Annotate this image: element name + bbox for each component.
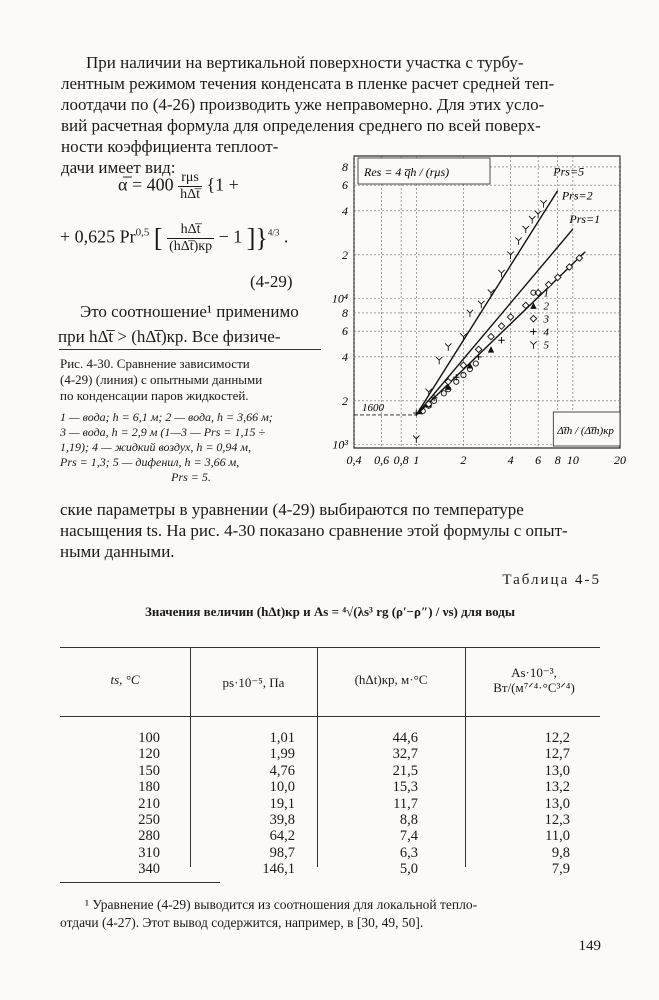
chart-labels	[332, 158, 626, 467]
line-label: Prs=1	[569, 212, 601, 227]
table-cell: 8,8	[399, 811, 418, 828]
caption-title-line: Рис. 4-30. Сравнение зависимости	[60, 356, 250, 371]
cont-line: Это соотношение¹ применимо	[80, 302, 299, 321]
intro-line: При наличии на вертикальной поверхности участка с турбу-	[86, 53, 524, 72]
table-cell: 19,1	[269, 795, 295, 812]
chart-points	[413, 200, 582, 443]
point-diamond	[530, 315, 536, 321]
point-plus	[475, 354, 481, 360]
y-tick-label: 8	[342, 159, 348, 174]
footnote-line: ¹ Уравнение (4-29) выводится из соотношения для локальной тепло-	[85, 897, 478, 912]
y-tick-label: 2	[342, 247, 348, 262]
formula-minus-one: − 1	[218, 226, 243, 247]
intro-line: вий расчетная формула для определения среднего по всей поверх-	[61, 116, 541, 135]
x-tick-label: 0,4	[346, 453, 362, 467]
point-y	[445, 343, 451, 350]
point-y	[523, 226, 529, 233]
table-header-ts: ts, °C	[110, 672, 140, 687]
caption-title-line: (4-29) (линия) с опытными данными	[60, 372, 263, 387]
table-title: Значения величин (hΔt)кр и As = ⁴√(λs³ rg (ρ′−ρ″) / νs) для воды	[144, 604, 516, 619]
y-tick-label: 6	[342, 324, 348, 339]
table-cell: 11,7	[393, 795, 418, 812]
footnote-line: отдачи (4-27). Этот вывод содержится, например, в [30, 49, 50].	[60, 915, 424, 930]
table-cell: 13,0	[544, 762, 570, 779]
x-tick-label: 6	[535, 453, 542, 467]
point-diamond	[498, 323, 504, 329]
formula-pr-exponent: 0,5	[135, 226, 150, 239]
table-column-as	[510, 730, 570, 878]
formula-line2-start: + 0,625 Pr	[60, 226, 136, 247]
table-top-rule	[60, 647, 600, 648]
table-cell: 280	[138, 828, 160, 845]
ref-label-1600: 1600	[362, 401, 384, 414]
table-cell: 32,7	[392, 746, 418, 763]
legend-label: 1	[543, 287, 549, 300]
caption-rule	[59, 349, 321, 350]
continuation-paragraph	[58, 299, 320, 349]
table-cell: 210	[138, 795, 160, 812]
formula-line-2: + 0,625 Pr$^{0,5}$ [ $\frac{\text{hΔt̅}}{\text{(hΔt̅)кр}}$ − 1 ]}$^{4/3}$ .	[60, 222, 289, 254]
table-cell: 6,3	[399, 844, 418, 861]
y-tick-label: 6	[342, 178, 348, 193]
x-axis-label: Δt̅h / (Δt̅h)кр	[557, 425, 614, 437]
table-header-rule	[60, 716, 600, 717]
table-cell: 150	[138, 762, 160, 779]
x-tick-label: 2	[460, 453, 467, 467]
caption-legend-line: 3 — вода, h = 2,9 м (1—3 — Prs = 1,15 ÷	[60, 425, 266, 439]
formula-line-1	[118, 170, 239, 203]
frac1-denominator: hΔt̅	[180, 187, 200, 202]
table-header-ps: ps·10⁻⁵, Па	[222, 675, 285, 690]
formula-outer-exponent: 4/3	[267, 227, 280, 238]
table-cell: 9,8	[551, 844, 570, 861]
table-cell: 4,76	[269, 762, 295, 779]
table-cell: 10,0	[269, 779, 295, 796]
y-tick-label: 8	[342, 305, 348, 320]
intro-line: лентным режимом течения конденсата в пленке расчет средней теп-	[61, 74, 555, 93]
point-plus	[530, 328, 536, 334]
point-y	[515, 237, 521, 244]
figure-4-30-chart	[328, 148, 628, 478]
figure-caption	[60, 356, 322, 485]
table-cell: 11,0	[545, 828, 570, 845]
intro-line: дачи имеет вид:	[61, 158, 176, 177]
x-tick-label: 1	[413, 453, 420, 467]
y-tick-label: 2	[342, 393, 348, 408]
table-column-ps	[230, 730, 295, 878]
table-cell: 13,0	[544, 795, 570, 812]
point-triangle	[488, 346, 494, 352]
y-tick-label: 4	[342, 203, 348, 218]
point-y	[467, 310, 473, 317]
formula-eq: = 400	[131, 174, 174, 195]
table-cell: 7,9	[551, 861, 570, 878]
cont-line: при hΔt̅ > (hΔt̅)кр. Все физиче-	[58, 327, 281, 346]
point-diamond	[507, 314, 513, 320]
table-cell: 1,99	[269, 746, 295, 763]
formula-number: (4-29)	[250, 272, 293, 291]
footnote-rule	[60, 882, 220, 883]
table-cell: 1,01	[269, 730, 295, 746]
frac1-numerator: rμs	[178, 170, 202, 187]
legend-label: 2	[543, 300, 549, 313]
caption-legend-line: 1,19); 4 — жидкий воздух, h = 0,94 м,	[60, 440, 252, 454]
table-cell: 7,4	[399, 828, 418, 845]
point-circle	[473, 361, 478, 366]
legend-label: 4	[543, 326, 549, 339]
table-cell: 39,8	[269, 811, 295, 828]
model-line	[416, 191, 557, 415]
table-cell: 5,0	[399, 861, 418, 878]
caption-legend-line: Prs = 5.	[171, 470, 211, 484]
legend-label: 3	[543, 313, 549, 326]
table-cell: 180	[138, 779, 160, 796]
table-cell: 12,2	[544, 730, 570, 746]
formula-fraction-2	[167, 222, 214, 255]
formula-alpha: α̅	[118, 174, 128, 195]
table-column-ts	[100, 730, 160, 878]
table-cell: 120	[138, 746, 160, 763]
chart-lines	[354, 191, 585, 415]
caption-legend-line: Prs = 1,3; 5 — дифенил, h = 3,66 м,	[60, 455, 240, 469]
intro-line: лоотдачи по (4-26) производить уже неправомерно. Для этих усло-	[61, 95, 545, 114]
footnote	[60, 896, 600, 932]
legend-label: 5	[543, 339, 549, 352]
formula-brace-open: {1 +	[206, 174, 239, 195]
table-cell: 13,2	[544, 779, 570, 796]
table-cell: 310	[138, 844, 160, 861]
after-line: ские параметры в уравнении (4-29) выбираются по температуре	[60, 500, 524, 519]
table-cell: 21,5	[392, 762, 418, 779]
point-diamond	[488, 333, 494, 339]
y-tick-label: 10⁴	[331, 291, 348, 306]
x-tick-label: 0,6	[374, 453, 390, 467]
table-cell: 12,7	[544, 746, 570, 763]
table-cell: 98,7	[269, 844, 295, 861]
chart-title: Res = 4 q̅h / (rμs)	[364, 165, 450, 179]
x-tick-label: 20	[614, 453, 626, 467]
formula-fraction-1	[178, 170, 202, 203]
table-cell: 100	[138, 730, 160, 746]
table-header-hdt: (hΔt)кр, м·°C	[354, 672, 428, 687]
page-number: 149	[578, 938, 601, 954]
point-y	[529, 216, 535, 223]
point-plus	[498, 337, 504, 343]
table-number: Таблица 4-5	[502, 572, 601, 588]
table-cell: 146,1	[262, 861, 295, 878]
line-label: Prs=5	[553, 164, 585, 179]
after-paragraph	[60, 499, 600, 562]
after-line: насыщения ts. На рис. 4-30 показано сравнение этой формулы с опыт-	[60, 521, 568, 540]
table-cell: 15,3	[392, 779, 418, 796]
y-tick-label: 4	[342, 349, 348, 364]
table-cell: 64,2	[269, 828, 295, 845]
after-line: ными данными.	[60, 542, 175, 561]
table-header-as: As·10⁻³, Вт/(м⁷ᐟ⁴·°C³ᐟ⁴)	[493, 665, 575, 695]
table-body	[60, 730, 600, 880]
x-tick-label: 10	[566, 453, 579, 467]
table-column-hdt	[360, 730, 418, 878]
x-tick-label: 4	[507, 453, 514, 467]
table-cell: 44,6	[392, 730, 418, 746]
y-tick-label: 10³	[332, 437, 348, 452]
caption-title-line: по конденсации паров жидкостей.	[60, 388, 249, 403]
point-y	[530, 341, 536, 348]
table-cell: 250	[138, 811, 160, 828]
point-y	[540, 200, 546, 207]
point-y	[436, 357, 442, 364]
table-cell: 340	[138, 861, 160, 878]
caption-legend-line: 1 — вода; h = 6,1 м; 2 — вода, h = 3,66 м;	[60, 410, 273, 424]
model-line	[416, 229, 573, 415]
intro-line: ности коэффициента теплоот-	[61, 137, 279, 156]
table-cell: 12,3	[544, 811, 570, 828]
x-tick-label: 8	[554, 453, 561, 467]
x-tick-label: 0,8	[393, 453, 409, 467]
frac2-denominator: (hΔt̅)кр	[169, 239, 213, 254]
point-circle	[441, 391, 446, 396]
line-label: Prs=2	[561, 188, 593, 203]
frac2-numerator: hΔt̅	[167, 222, 214, 239]
